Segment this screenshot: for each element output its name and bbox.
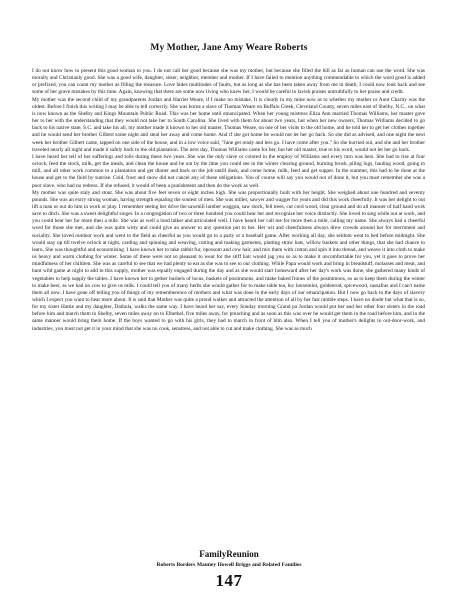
paragraph: My mother was quite staly and stout. She was about five feet seven or eight inches high. She was proportionally built with her height. She weighed about one hundred and seventy pounds. She was an extry strong woman, having strength equaling the soutest of men. She was miller, sawyer and wagger for years and did this work cheerfully. It was her delight to out lift a man or out do him in work or play. I remember seeing her drive the sawmill lumber waggon, saw stock, fell trees, cut cord wood, clear ground and do all manner of half hand work save to ditch. She was a sweet delightful singer. In a congregation of two or three hundred you could hear her and recognize her voice distinctly. She loved to sing while out at work, and you could hear her for more then a mile. She was as well a loud talker and articulated well. I have heard her call me for more then a mile, calling my name. She always had a cheerful word for those she met, and she was quite witty and could give an answer to any question put to her. Her wit and cheerfulness always drew crowds around her for merriment and sociality. She loved outdoor work and went to the field as cheerful as you would go to a party or a baseball game. After working all day, she seldom went to bed before midnight. She would stay up till twelve oclock at night, carding and spinning and weaving, cutting and making garments, platting straw hats, willow baskets and other things, that she had chance to learn. She was thoughtful and economising. I have known her to take rabbit fur, opossom and cow hair, and mix them with cotton and spin it into thread, and weave it into cloth to make us heavy and warm clothing for winter. Some of these were not so pleasant to wear for the stiff hair would jag you so as to make it uncomfortable for you, yet it goes to prove her mindfulness of her children. She was as careful to see that we had plenty to eat as she was to see to our clothing. While Papa would work and bring in breadstuff, molasses and meat, and hunt wild game at night to add to this supply, mother was equally engaged during the day and as she would start homeward after her day's work was done, she gathered many kinds of vegetables to help supply the tables. I have known her to gether bushels of locus, baskets of posimmons, and make baked frones of the posimmons, so as to keep them during the winter to make beer, as we had no cow to give us milk. I could tell you of many herbs she would gather for to make table tea, hu: horsemint, goldenrod, spicewood, sassafras and I can't name them all now. I have gone off telling you of things of my rememberence of mothers and what was done in the early days of our emancipation. But I now go back to the days of slavery which I expect you want to hear more about. It is said that Mother was quite a proud walker and attracted the attention of all by her fast nimble steps. I have no doubt but what that is so, for my sister Hattie and my daughter, Dathula, walks the same way. I have heard her say, every Sunday morning Grand pa Jordan would put her and her other four sisters in the road before him and march them to Shelby, seven miles away on to Elbethel, five miles away, for preaching and as soon as this was over he would get them in the road before him, and in the same manner would bring them home. If the boys wanted to go with his girls, they had to march in front of him also. When I tell you of mother's delights to out-door-work, and industries, you must not get it in your mind that she was no cook, senstress, and not able to cut and make clothing. She was as much bbox=[32, 189, 425, 332]
paragraph: I do not know how to present this good woman to you. I do not call her good because she was my mother, but because she filled the bill as far as human can use the word. She was morally and Christianly good. She was a good wife, daughter, sister, neighbor, member and mother. If I have failed to mention anything commendable to which the word good is added or prefixed, you can count my mother as filling the measure. Love hides multitudes of faults, but as long as she has been taken away from me in death, I could now look back and see some of her grave mistakes by this time. Again, knowing that there are some now living who knew her, I would be careful to lavish praises untruthfully to her praise and credit. bbox=[32, 68, 425, 96]
page-title: My Mother, Jane Amy Weare Roberts bbox=[150, 43, 308, 53]
page-number: 147 bbox=[215, 571, 243, 590]
body-text bbox=[32, 68, 425, 333]
paragraph: My mother was the second child of my grandparents Jordan and Harriet Weare, if I make no mistake. It is cloudy in my mine now as to whether my mother or Aunt Charity was the oldest. Before I finish this writing I may be able to tell correctly. She was borne a slave of Thomas Weare on Buffalo Creek, Cleveland County, seven miles east of Shelby, N.C., on what is now known as the Shelby and Kings Mountain Public Road. This was her home until emancipated. When her young mistress Eliza Ann married Thomas Williams, her master gave her to her with the understanding that they would not take her to South Carolina. She lived with them for about two years, but when her new owners, Thomas Williams decided to go back to his native state, S.C. and take his all, my mother made it known to her old master, Thomas Weare, on one of her visits to the old home, and he told her to get her clothes together and he would send her brother Gilbert some night and steal her away and come home. And if she got home he would not let her go back. So she did as advised, and one night the next week her brother Gilbert came, tapped on one side of the house, and in a low voice said, "Jane get ready and less go. I have come after you." So she hurried out, and she and her brother traveled nearly all night and made it safely back to the old plantation. The next day, Thomas Williams came for her, but her old master, true to his word, would not let her go back. bbox=[32, 96, 425, 153]
publication-subtitle: Roberts Borders Mauney Howell Briggs and Related Families bbox=[156, 562, 302, 568]
paragraph: I have heard her tell of her sufferings and toils during these two years. She was the only slave or colored in the employ of Williams and every turn was hers. She had to rise at four oclock, feed the stock, milk, get the meals, and clean the house and be out by the time you could see in the winter clearing ground, burning brush, piling logs, hauling wood, going to mill, and all other work common to a plantation and get dinner and back on the job untill dusk, and come home, milk, feed and get supper. In the summer, this had to be done at the house and get to the field by sunrise. Cold, frost and snow did not cancel any of these obligations. You of course will say you would not of done it, but you must remember she was a poor slave, who had no redress. If she refused, it would of been a punishment and then do the work as well. bbox=[32, 153, 425, 189]
publication-title: FamilyReunion bbox=[199, 549, 259, 559]
